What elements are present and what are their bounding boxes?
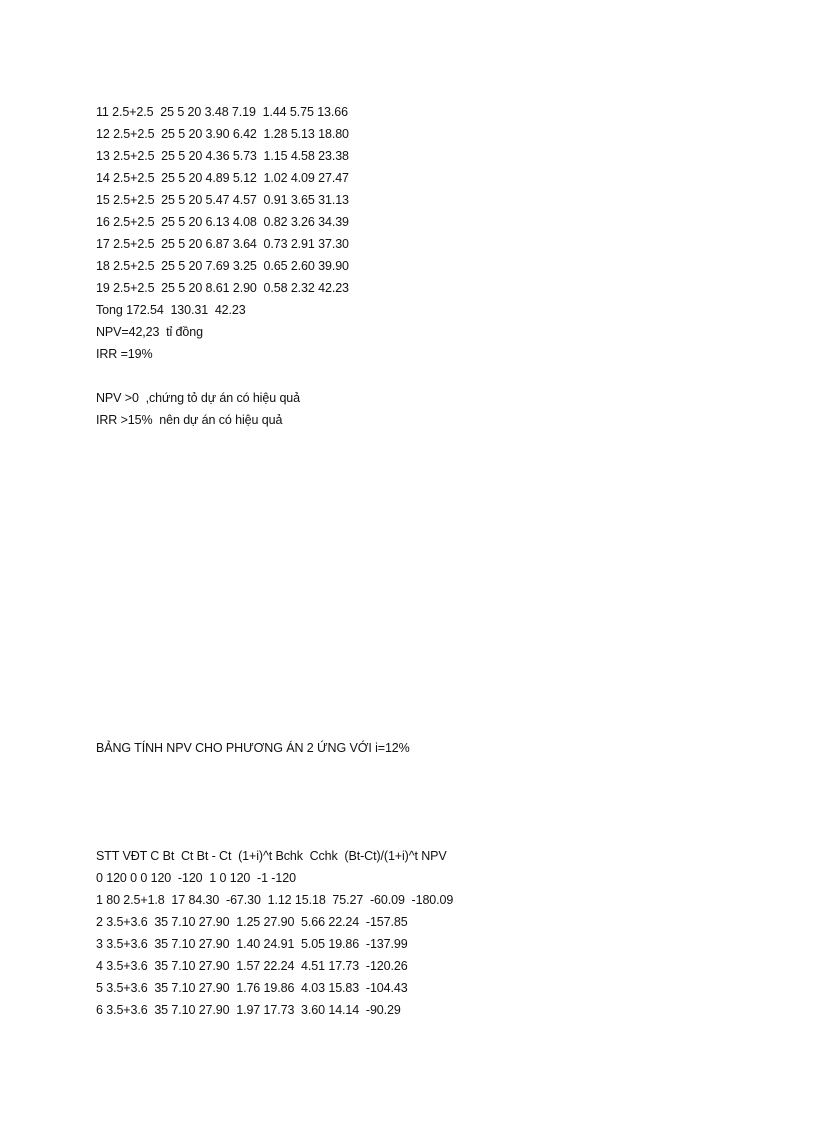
- table-row: 3 3.5+3.6 35 7.10 27.90 1.40 24.91 5.05 19.86 -137.99: [96, 937, 408, 951]
- irr-conclusion: IRR >15% nên dự án có hiệu quả: [96, 413, 283, 427]
- table-row: 5 3.5+3.6 35 7.10 27.90 1.76 19.86 4.03 15.83 -104.43: [96, 981, 408, 995]
- table-row: 18 2.5+2.5 25 5 20 7.69 3.25 0.65 2.60 39.90: [96, 259, 349, 273]
- npv-result: NPV=42,23 tỉ đồng: [96, 325, 203, 339]
- table-row: 12 2.5+2.5 25 5 20 3.90 6.42 1.28 5.13 18.80: [96, 127, 349, 141]
- section-title: BẢNG TÍNH NPV CHO PHƯƠNG ÁN 2 ỨNG VỚI i=12%: [96, 741, 410, 755]
- table-row: 6 3.5+3.6 35 7.10 27.90 1.97 17.73 3.60 14.14 -90.29: [96, 1003, 401, 1017]
- npv-conclusion: NPV >0 ,chứng tỏ dự án có hiệu quả: [96, 391, 300, 405]
- blank-line: [96, 365, 736, 387]
- section-title-block: [96, 737, 736, 759]
- irr-result: IRR =19%: [96, 347, 153, 361]
- table-header: STT VĐT C Bt Ct Bt - Ct (1+i)^t Bchk Cchk (Bt-Ct)/(1+i)^t NPV: [96, 849, 447, 863]
- table-row: 11 2.5+2.5 25 5 20 3.48 7.19 1.44 5.75 13.66: [96, 105, 348, 119]
- table-row: 4 3.5+3.6 35 7.10 27.90 1.57 22.24 4.51 17.73 -120.26: [96, 959, 408, 973]
- total-row: Tong 172.54 130.31 42.23: [96, 303, 246, 317]
- npv-table-option-2: [96, 845, 736, 1021]
- table-row: 0 120 0 0 120 -120 1 0 120 -1 -120: [96, 871, 296, 885]
- table-row: 2 3.5+3.6 35 7.10 27.90 1.25 27.90 5.66 22.24 -157.85: [96, 915, 408, 929]
- table-row: 15 2.5+2.5 25 5 20 5.47 4.57 0.91 3.65 31.13: [96, 193, 349, 207]
- npv-table-continuation: [96, 101, 736, 431]
- table-row: 19 2.5+2.5 25 5 20 8.61 2.90 0.58 2.32 42.23: [96, 281, 349, 295]
- table-row: 1 80 2.5+1.8 17 84.30 -67.30 1.12 15.18 75.27 -60.09 -180.09: [96, 893, 454, 907]
- table-row: 14 2.5+2.5 25 5 20 4.89 5.12 1.02 4.09 27.47: [96, 171, 349, 185]
- table-row: 16 2.5+2.5 25 5 20 6.13 4.08 0.82 3.26 34.39: [96, 215, 349, 229]
- table-row: 17 2.5+2.5 25 5 20 6.87 3.64 0.73 2.91 37.30: [96, 237, 349, 251]
- table-row: 13 2.5+2.5 25 5 20 4.36 5.73 1.15 4.58 23.38: [96, 149, 349, 163]
